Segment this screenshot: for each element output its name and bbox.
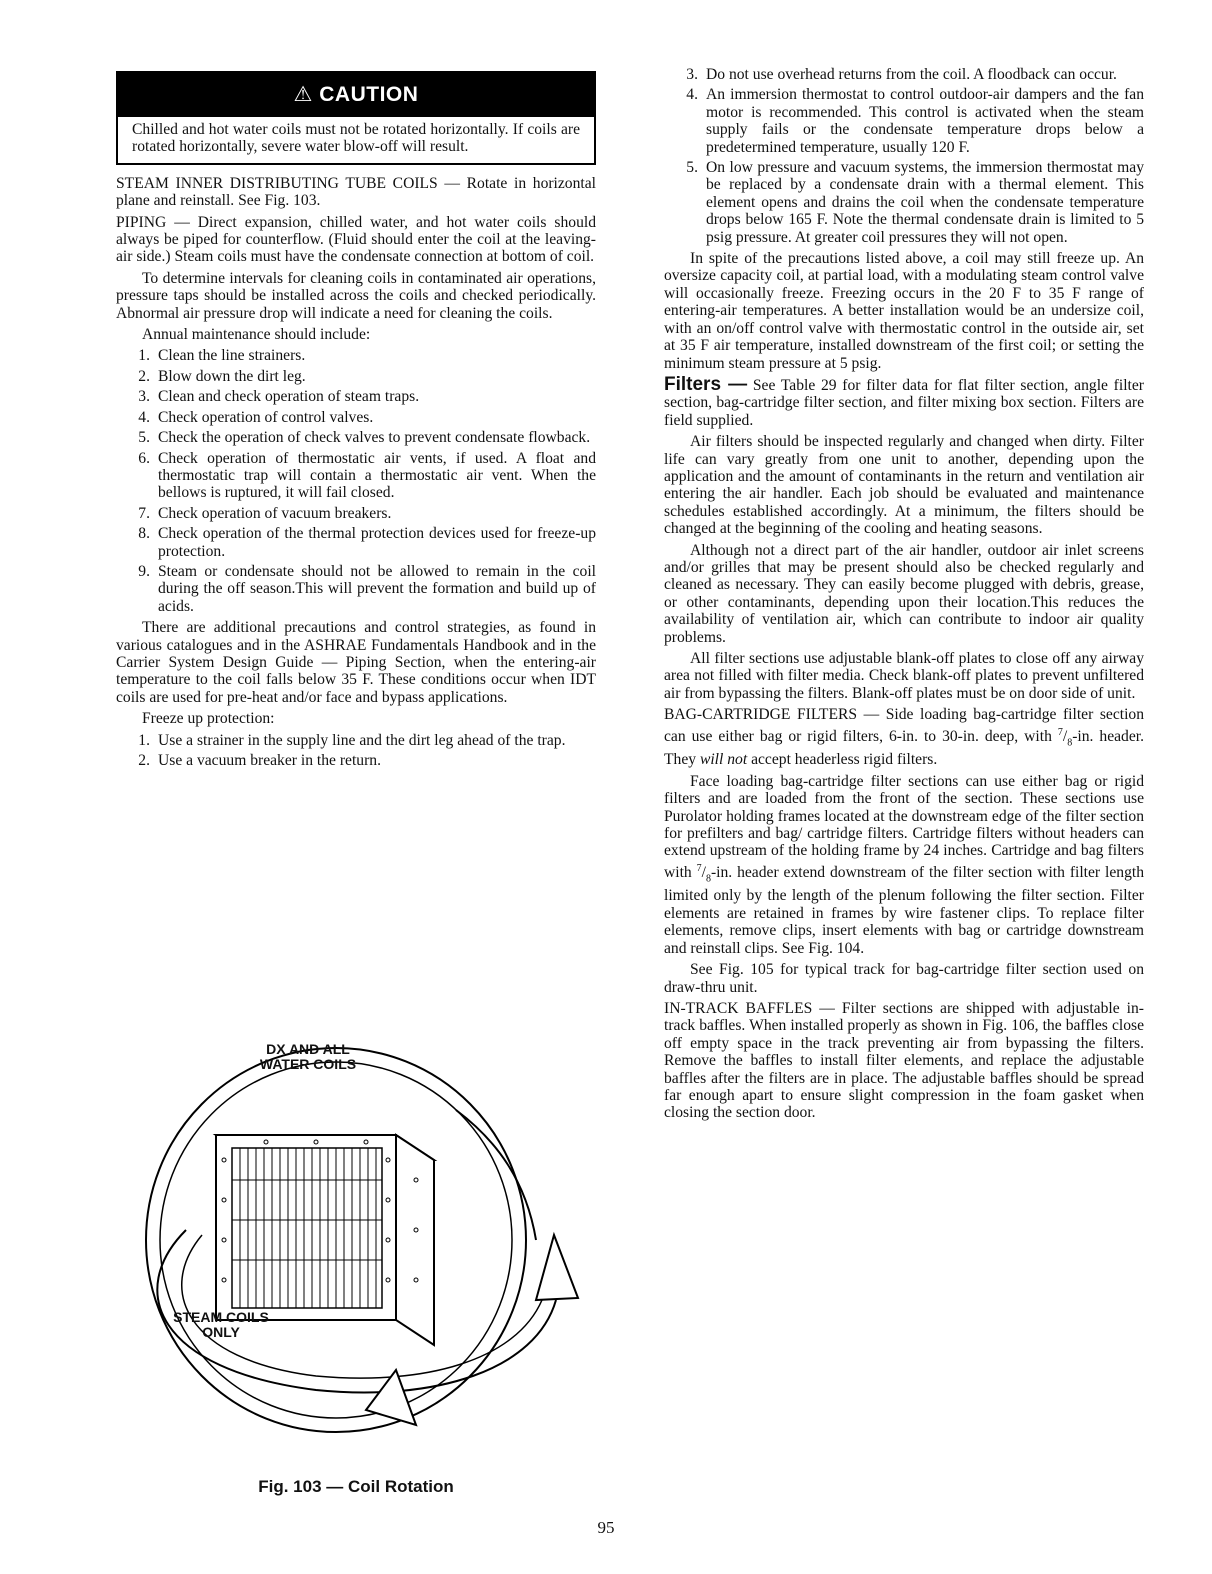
list-item: 8. Check operation of the thermal protection devices used for freeze-up protection. [138, 525, 596, 560]
paragraph: Annual maintenance should include: [142, 326, 371, 344]
list-item: 5. On low pressure and vacuum systems, the immersion thermostat may be replaced by a condensate drain with a thermal element. This element opens and drains the coil when the condensate temperature drops below 165 F. Note the thermal condensate drain is limited to 5 psig pressure. At greater coil pressures they will not open. [686, 159, 1144, 246]
paragraph: Although not a direct part of the air handler, outdoor air inlet screens and/or grilles that may be present should also be checked regularly and cleaned as necessary. They can easily become plugged with debris, grease, or other contaminants, depending upon their location.This reduces the availability of ventilation air, which can contribute to indoor air quality problems. [664, 541, 1144, 646]
list-item: 5. Check the operation of check valves to prevent condensate flowback. [138, 429, 591, 447]
figure-caption: Fig. 103 — Coil Rotation [258, 1477, 454, 1496]
list-item: 4. Check operation of control valves. [138, 408, 374, 426]
list-item: 2. Blow down the dirt leg. [138, 367, 306, 385]
list-item: 4. An immersion thermostat to control outdoor-air dampers and the fan motor is recommended. This control is activated when the steam supply fails or the condensate temperature drops below a predetermined temperature, usually 120 F. [686, 86, 1144, 156]
maintenance-list [116, 347, 596, 615]
list-item: 2. Use a vacuum breaker in the return. [138, 752, 381, 769]
caution-box [116, 71, 596, 165]
paragraph: See Fig. 105 for typical track for bag-cartridge filter section used on draw-thru unit. [664, 961, 1144, 996]
paragraph: Air filters should be inspected regularly and changed when dirty. Filter life can vary greatly from one unit to another, depending upon the application and the amount of contaminants in the return and ventilation air entering the air handler. Each job should be evaluated and maintenance schedules established accordingly. At a minimum, the filters should be changed at the beginning of the cooling and heating seasons. [664, 433, 1144, 538]
coil-rotation-figure [116, 1030, 596, 1470]
caution-title: ⚠ CAUTION [118, 73, 594, 117]
paragraph: STEAM INNER DISTRIBUTING TUBE COILS — Rotate in horizontal plane and reinstall. See Fig. 103. [116, 174, 596, 210]
coil-rotation-diagram [116, 1030, 596, 1470]
paragraph: To determine intervals for cleaning coils in contaminated air operations, pressure taps should be installed across the coils and checked periodically. Abnormal air pressure drop will indicate a need for cleaning the coils. [116, 269, 596, 322]
paragraph: Freeze up protection: [142, 710, 275, 728]
list-item: 1. Clean the line strainers. [138, 347, 306, 365]
list-item: 7. Check operation of vacuum breakers. [138, 504, 392, 522]
label-steam-coils: STEAM COILS ONLY [173, 1309, 269, 1340]
filters-heading: Filters — [664, 373, 748, 395]
list-item: 9. Steam or condensate should not be allowed to remain in the coil during the off season.This will prevent the formation and build up of acids. [138, 562, 596, 615]
caution-text: Chilled and hot water coils must not be rotated horizontally. If coils are rotated horizontally, severe water blow-off will result. [132, 121, 580, 156]
label-dx-water-coils: DX AND ALL WATER COILS [259, 1041, 357, 1072]
right-column [664, 66, 1144, 1126]
paragraph: All filter sections use adjustable blank-off plates to close off any airway area not filled with filter media. Check blank-off plates to prevent unfiltered air from bypassing the filters. Blank-off plates must be on door side of unit. [664, 650, 1144, 702]
page-number: 95 [597, 1518, 615, 1537]
left-column [116, 66, 596, 773]
filters-paragraph: Filters — See Table 29 for filter data for flat filter section, angle filter section, bag-cartridge filter section, and filter mixing box section. Filters are field supplied. [664, 373, 1144, 429]
paragraph: Face loading bag-cartridge filter sections can use either bag or rigid filters and are loaded from the front of the section. These sections use Purolator holding frames located at the downstream edge of the filter section for prefilters and bag/ cartridge filters. Cartridge filters without headers can extend upstream of the holding frame by 24 inches. Cartridge and bag filters with $^7/_8-in$. header extend downstream of the filter section with filter length limited only by the length of the plenum following the filter section. Filter elements are retained in frames by wire fastener clips. To replace filter elements, remove clips, insert elements with bag or cartridge downstream and reinstall clips. See Fig. 104. [664, 772, 1144, 957]
list-item: 1. Use a strainer in the supply line and the dirt leg ahead of the trap. [138, 731, 566, 749]
list-item: 3. Clean and check operation of steam traps. [138, 388, 420, 406]
freeze-list-continued [664, 66, 1144, 246]
paragraph: In spite of the precautions listed above, a coil may still freeze up. An oversize capacity coil, at partial load, with a modulating steam control valve will occasionally freeze. Freezing occurs in the 20 F to 35 F range of entering-air temperatures. A better installation would be an undersize coil, with an on/off control valve with thermostatic control in the outside air, set at 35 F air temperature, installed downstream of the first coil; or setting the minimum steam pressure at 5 psig. [664, 250, 1144, 372]
paragraph: IN-TRACK BAFFLES — Filter sections are shipped with adjustable in-track baffles. When installed properly as shown in Fig. 106, the baffles close off empty space in the track preventing air from bypassing the filters. Remove the baffles to install filter elements, and replace the adjustable baffles after the filters are in place. The adjustable baffles should be spread far enough apart to ensure slight compression in the foam gasket when closing the section door. [664, 999, 1144, 1122]
list-item: 6. Check operation of thermostatic air vents, if used. A float and thermostatic trap will contain a thermostatic air vent. When the bellows is ruptured, it will fail closed. [138, 449, 596, 502]
paragraph: There are additional precautions and control strategies, as found in various catalogues and in the ASHRAE Fundamentals Handbook and in the Carrier System Design Guide — Piping Section, when the entering-air temperature to the coil falls below 35 F. These conditions occur when IDT coils are used for pre-heat and/or face and bypass applications. [116, 619, 596, 706]
paragraph: BAG-CARTRIDGE FILTERS — Side loading bag-cartridge filter section can use either bag or rigid filters, 6-in. to 30-in. deep, with $^7/_8-in$. header. They will not accept headerless rigid filters. [664, 706, 1144, 769]
freeze-list [116, 732, 596, 770]
paragraph: PIPING — Direct expansion, chilled water, and hot water coils should always be piped for counterflow. (Fluid should enter the coil at the leaving-air side.) Steam coils must have the condensate connection at bottom of coil. [116, 213, 596, 266]
list-item: 3. Do not use overhead returns from the coil. A floodback can occur. [686, 66, 1117, 83]
